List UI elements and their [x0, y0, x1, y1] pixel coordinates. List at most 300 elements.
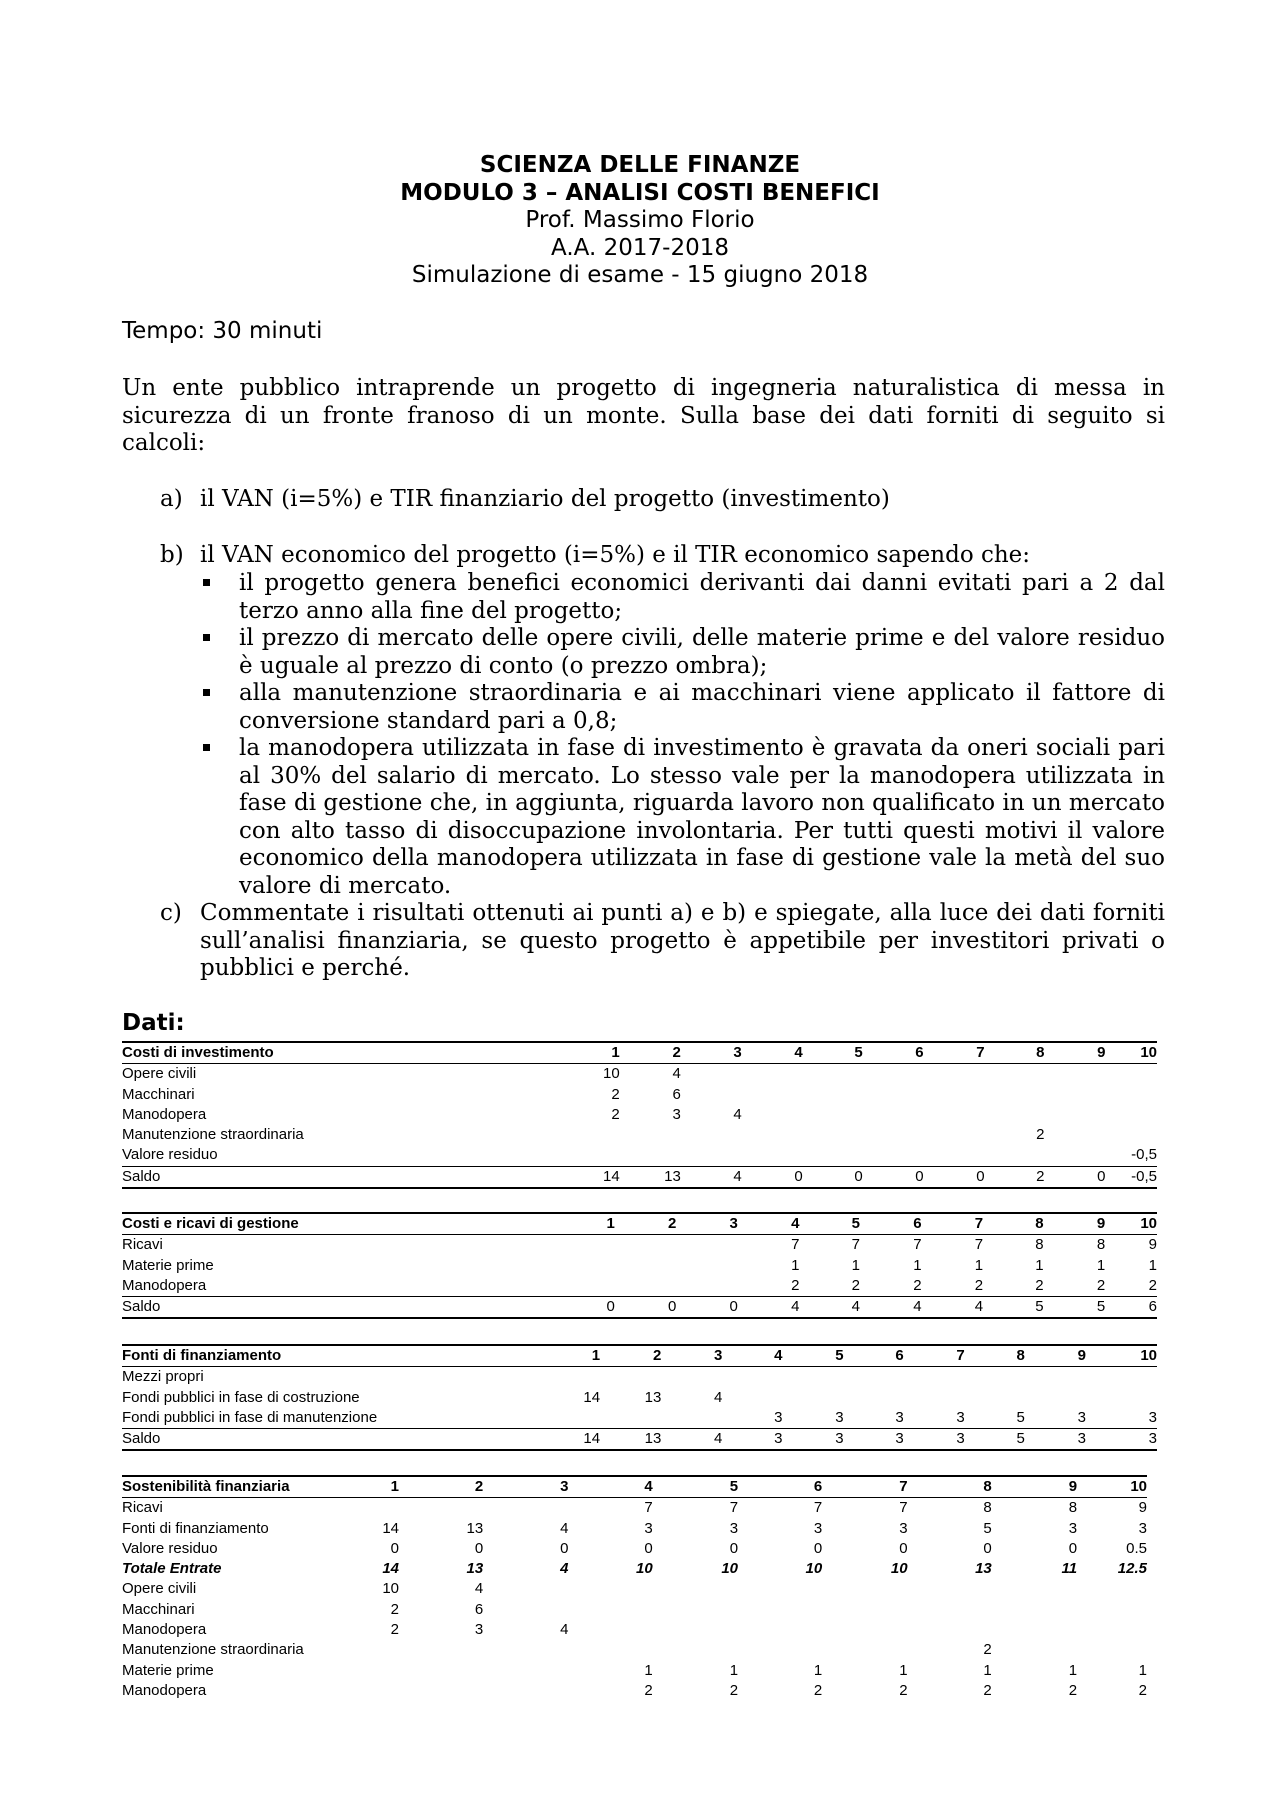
year-9-cell: 9 — [1025, 1345, 1086, 1367]
year-9-cell — [992, 1579, 1077, 1599]
year-8-cell — [985, 1105, 1045, 1125]
year-10-cell: 3 — [1086, 1429, 1157, 1451]
year-6-cell: 10 — [805, 1560, 823, 1578]
year-5-cell: 10 — [721, 1560, 739, 1578]
year-3-cell: 4 — [560, 1621, 569, 1639]
year-2-cell — [620, 1145, 681, 1166]
year-8-cell: 8 — [965, 1345, 1025, 1367]
table-row — [122, 1519, 1147, 1539]
year-4-cell: 3 — [722, 1429, 782, 1451]
year-10-cell: 1 — [1148, 1256, 1157, 1274]
year-10-cell: 3 — [1138, 1519, 1147, 1537]
year-9-cell — [992, 1640, 1077, 1660]
year-7-cell: 3 — [956, 1408, 965, 1426]
square-bullet-icon — [200, 625, 239, 680]
year-4-cell — [742, 1105, 803, 1125]
year-6-cell — [863, 1125, 924, 1145]
year-7-cell — [904, 1367, 965, 1388]
table-row — [122, 1276, 1157, 1297]
year-7-cell — [822, 1640, 907, 1660]
year-8-cell — [985, 1064, 1045, 1085]
year-6-cell: 0 — [863, 1166, 924, 1188]
year-4-cell: 4 — [742, 1042, 803, 1064]
year-1-cell: 14 — [583, 1429, 600, 1451]
year-4-cell: 0 — [644, 1539, 653, 1557]
year-4-cell — [742, 1085, 803, 1105]
year-8-cell: 8 — [1035, 1236, 1044, 1254]
year-10-cell: 12.5 — [1117, 1560, 1147, 1578]
year-10-cell: 2 — [1138, 1681, 1147, 1699]
year-1-cell: 14 — [382, 1560, 399, 1578]
year-7-cell — [822, 1620, 907, 1640]
year-10-cell — [1086, 1367, 1157, 1388]
financial-sustainability-table — [122, 1475, 1147, 1701]
table-row — [122, 1600, 1147, 1620]
year-3-cell: 3 — [661, 1345, 722, 1367]
year-2-cell: 6 — [672, 1085, 681, 1103]
row-label: Saldo — [122, 1166, 603, 1188]
year-7-cell — [822, 1600, 907, 1620]
row-label: Fondi pubblici in fase di costruzione — [122, 1388, 360, 1406]
year-7-cell: 7 — [924, 1042, 985, 1064]
table-row — [122, 1681, 1147, 1701]
year-4-cell — [569, 1600, 653, 1620]
year-1-cell — [344, 1640, 399, 1660]
year-4-cell: 2 — [791, 1276, 800, 1294]
year-3-cell — [681, 1145, 742, 1166]
table-row — [122, 1064, 1157, 1085]
year-3-cell: 0 — [560, 1539, 569, 1557]
year-2-cell: 13 — [620, 1166, 681, 1188]
year-2-cell: 2 — [620, 1042, 681, 1064]
row-label: Ricavi — [122, 1499, 163, 1517]
year-3-cell — [483, 1661, 568, 1681]
year-6-cell — [863, 1105, 924, 1125]
table-row — [122, 1085, 1157, 1105]
year-1-cell — [606, 1256, 614, 1276]
data-section-title: Dati: — [122, 1010, 185, 1036]
year-4-cell — [569, 1640, 653, 1660]
year-10-cell — [1105, 1125, 1157, 1145]
table-row — [122, 1367, 1157, 1388]
year-5-cell: 7 — [851, 1236, 860, 1254]
year-3-cell: 3 — [483, 1476, 568, 1498]
year-4-cell — [722, 1367, 782, 1388]
square-bullet-icon — [200, 570, 239, 625]
year-6-cell: 1 — [813, 1661, 823, 1679]
year-9-cell: 2 — [1096, 1276, 1106, 1294]
row-label: Costi e ricavi di gestione — [122, 1213, 606, 1235]
year-7-cell: 10 — [890, 1560, 908, 1578]
year-7-cell — [904, 1388, 965, 1408]
question-a — [160, 486, 1165, 514]
year-9-cell — [1025, 1367, 1086, 1388]
question-c — [160, 900, 1165, 983]
professor-name: Prof. Massimo Florio — [525, 207, 755, 233]
year-10-cell — [1105, 1064, 1157, 1085]
year-2-cell: 3 — [672, 1105, 681, 1123]
bullet-item — [200, 570, 1165, 625]
time-limit: Tempo: 30 minuti — [122, 318, 323, 344]
year-1-cell — [583, 1408, 600, 1429]
year-5-cell: 2 — [851, 1276, 860, 1294]
year-10-cell — [1077, 1620, 1147, 1640]
year-10-cell — [1077, 1579, 1147, 1599]
year-9-cell: 8 — [1068, 1499, 1078, 1517]
table-row — [122, 1235, 1157, 1256]
year-9-cell: 2 — [1068, 1681, 1078, 1699]
year-2-cell: 6 — [474, 1600, 484, 1618]
table-header-row — [122, 1345, 1157, 1367]
year-6-cell — [863, 1085, 924, 1105]
year-5-cell: 5 — [782, 1345, 843, 1367]
year-9-cell: 9 — [1045, 1042, 1106, 1064]
year-5-cell: 5 — [803, 1042, 863, 1064]
year-3-cell — [681, 1064, 742, 1085]
balance-row — [122, 1297, 1157, 1319]
table-row — [122, 1579, 1147, 1599]
bullet-text: il prezzo di mercato delle opere civili, delle materie prime e del valore residuo è uguale al prezzo di conto (o prezzo ombra); — [239, 625, 1165, 679]
year-9-cell: 5 — [1044, 1297, 1106, 1319]
row-label: Costi di investimento — [122, 1042, 603, 1064]
year-8-cell: 8 — [985, 1042, 1045, 1064]
table-header-row — [122, 1042, 1157, 1064]
year-1-cell — [344, 1681, 399, 1701]
year-6-cell: 1 — [913, 1256, 922, 1274]
year-1-cell: 2 — [390, 1600, 399, 1618]
year-5-cell — [653, 1620, 738, 1640]
year-5-cell: 0 — [803, 1166, 863, 1188]
document-header — [0, 152, 1280, 290]
investment-costs-table — [122, 1041, 1157, 1189]
year-5-cell: 4 — [799, 1297, 860, 1319]
year-9-cell — [1025, 1388, 1086, 1408]
row-label: Fonti di finanziamento — [122, 1345, 583, 1367]
year-3-cell: 3 — [681, 1042, 742, 1064]
year-1-cell: 0 — [606, 1297, 614, 1319]
year-8-cell — [985, 1145, 1045, 1166]
year-9-cell — [1045, 1125, 1106, 1145]
question-text: il VAN (i=5%) e TIR finanziario del progetto (investimento) — [200, 486, 890, 512]
year-10-cell: 2 — [1148, 1276, 1157, 1294]
row-label: Manodopera — [122, 1621, 207, 1639]
year-7-cell — [924, 1125, 985, 1145]
year-3-cell — [681, 1085, 742, 1105]
year-7-cell: 7 — [922, 1213, 984, 1235]
year-8-cell: 1 — [1035, 1256, 1044, 1274]
year-1-cell: 0 — [390, 1539, 399, 1557]
year-2-cell — [615, 1276, 677, 1297]
year-3-cell — [483, 1579, 568, 1599]
bullet-item — [200, 735, 1165, 900]
year-7-cell: 4 — [922, 1297, 984, 1319]
year-3-cell — [661, 1367, 722, 1388]
year-5-cell — [803, 1085, 863, 1105]
year-2-cell: 13 — [466, 1519, 484, 1537]
operating-costs-table — [122, 1212, 1157, 1319]
year-4-cell: 10 — [636, 1560, 653, 1578]
year-10-cell: 1 — [1138, 1661, 1147, 1679]
year-6-cell — [844, 1367, 904, 1388]
year-2-cell: 2 — [600, 1345, 661, 1367]
year-7-cell: 2 — [974, 1276, 984, 1294]
question-text: Commentate i risultati ottenuti ai punti a) e b) e spiegate, alla luce dei dati forniti sull’analisi finanziaria, se questo progetto è appetibile per investitori privati o pubblici e perché. — [200, 900, 1165, 981]
year-9-cell — [1045, 1064, 1106, 1085]
row-label: Macchinari — [122, 1085, 195, 1103]
row-label: Ricavi — [122, 1236, 163, 1254]
year-7-cell: 1 — [899, 1661, 908, 1679]
year-2-cell: 13 — [600, 1429, 661, 1451]
year-9-cell — [1045, 1085, 1106, 1105]
row-label: Totale Entrate — [122, 1560, 222, 1578]
year-10-cell: -0,5 — [1105, 1166, 1157, 1188]
year-5-cell: 7 — [729, 1499, 739, 1517]
year-2-cell: 0 — [474, 1539, 484, 1557]
year-5-cell: 5 — [653, 1476, 738, 1498]
year-10-cell: 0.5 — [1126, 1539, 1147, 1557]
row-label: Materie prime — [122, 1661, 214, 1679]
year-3-cell — [676, 1256, 738, 1276]
table-row — [122, 1105, 1157, 1125]
year-7-cell: 1 — [974, 1256, 984, 1274]
year-1-cell — [344, 1661, 399, 1681]
year-8-cell: 5 — [965, 1429, 1025, 1451]
year-3-cell — [676, 1276, 738, 1297]
year-8-cell — [908, 1600, 992, 1620]
year-6-cell — [863, 1064, 924, 1085]
year-3-cell — [483, 1498, 568, 1519]
year-1-cell: 2 — [611, 1085, 620, 1103]
year-10-cell — [1077, 1600, 1147, 1620]
year-6-cell: 3 — [813, 1519, 823, 1537]
year-5-cell — [653, 1600, 738, 1620]
year-8-cell: 8 — [908, 1476, 992, 1498]
row-label: Fonti di finanziamento — [122, 1519, 269, 1537]
year-9-cell: 3 — [1025, 1429, 1086, 1451]
year-2-cell — [620, 1125, 681, 1145]
academic-year: A.A. 2017-2018 — [551, 234, 729, 261]
year-4-cell: 3 — [774, 1408, 783, 1426]
year-1-cell: 1 — [603, 1042, 620, 1064]
year-8-cell: 2 — [983, 1681, 992, 1699]
year-3-cell: 0 — [676, 1297, 738, 1319]
year-5-cell — [803, 1125, 863, 1145]
year-5-cell: 3 — [729, 1519, 739, 1537]
year-2-cell — [399, 1498, 483, 1519]
year-8-cell — [985, 1085, 1045, 1105]
table-header-row — [122, 1213, 1157, 1235]
row-label: Mezzi propri — [122, 1368, 204, 1386]
year-2-cell — [399, 1681, 483, 1701]
question-b — [160, 542, 1165, 570]
year-7-cell: 7 — [899, 1499, 908, 1517]
year-4-cell: 4 — [569, 1476, 653, 1498]
year-2-cell: 4 — [474, 1580, 484, 1598]
year-6-cell: 6 — [863, 1042, 924, 1064]
year-5-cell: 1 — [851, 1256, 860, 1274]
year-3-cell: 4 — [733, 1105, 742, 1123]
year-1-cell: 14 — [603, 1166, 620, 1188]
year-5-cell — [653, 1640, 738, 1660]
year-4-cell: 4 — [738, 1297, 800, 1319]
year-3-cell — [483, 1600, 568, 1620]
table-row — [122, 1640, 1147, 1660]
row-label: Opere civili — [122, 1065, 197, 1083]
year-6-cell: 2 — [913, 1276, 922, 1294]
year-6-cell: 6 — [860, 1213, 922, 1235]
year-1-cell: 1 — [583, 1345, 600, 1367]
year-5-cell: 2 — [729, 1681, 739, 1699]
module-title: MODULO 3 – ANALISI COSTI BENEFICI — [400, 179, 880, 206]
year-6-cell: 6 — [844, 1345, 904, 1367]
question-label: c) — [160, 900, 182, 926]
year-8-cell: 5 — [983, 1519, 992, 1537]
year-9-cell: 3 — [1068, 1519, 1078, 1537]
year-4-cell: 7 — [644, 1499, 653, 1517]
year-9-cell: 0 — [1045, 1166, 1106, 1188]
year-1-cell: 2 — [390, 1621, 399, 1639]
year-8-cell — [965, 1367, 1025, 1388]
table-row — [122, 1661, 1147, 1681]
table-row — [122, 1539, 1147, 1559]
year-2-cell: 3 — [474, 1621, 484, 1639]
year-5-cell — [803, 1145, 863, 1166]
year-4-cell: 1 — [791, 1256, 800, 1274]
year-8-cell: 0 — [983, 1539, 992, 1557]
year-1-cell: 14 — [583, 1388, 601, 1406]
year-4-cell: 4 — [738, 1213, 800, 1235]
year-7-cell: 3 — [904, 1429, 965, 1451]
year-1-cell: 10 — [382, 1580, 399, 1598]
year-8-cell: 2 — [1035, 1276, 1044, 1294]
year-3-cell — [681, 1125, 742, 1145]
year-8-cell: 8 — [983, 1213, 1044, 1235]
year-7-cell — [924, 1085, 985, 1105]
year-8-cell: 5 — [983, 1297, 1044, 1319]
year-6-cell: 3 — [844, 1429, 904, 1451]
year-10-cell: 9 — [1138, 1499, 1147, 1517]
year-5-cell: 3 — [782, 1429, 843, 1451]
year-7-cell: 2 — [899, 1681, 908, 1699]
year-7-cell: 0 — [924, 1166, 985, 1188]
year-9-cell — [992, 1620, 1077, 1640]
year-2-cell: 2 — [615, 1213, 677, 1235]
year-5-cell: 3 — [835, 1408, 844, 1426]
year-4-cell: 1 — [644, 1661, 653, 1679]
year-7-cell — [924, 1105, 985, 1125]
year-6-cell — [738, 1600, 822, 1620]
year-1-cell: 14 — [382, 1519, 399, 1537]
bullet-item — [200, 680, 1165, 735]
table-row — [122, 1498, 1147, 1519]
year-2-cell: 4 — [672, 1065, 681, 1083]
table-row — [122, 1620, 1147, 1640]
year-9-cell: 0 — [1068, 1539, 1078, 1557]
year-8-cell: 2 — [1036, 1126, 1045, 1144]
table-row — [122, 1408, 1157, 1429]
table-row — [122, 1145, 1157, 1166]
year-5-cell: 0 — [729, 1539, 739, 1557]
row-label: Opere civili — [122, 1580, 197, 1598]
table-row — [122, 1256, 1157, 1276]
year-3-cell: 4 — [714, 1388, 723, 1406]
row-label: Manodopera — [122, 1276, 207, 1294]
table-row — [122, 1125, 1157, 1145]
year-2-cell — [399, 1661, 483, 1681]
balance-row — [122, 1166, 1157, 1188]
year-1-cell — [606, 1276, 614, 1297]
square-bullet-icon — [200, 735, 239, 900]
year-10-cell: 10 — [1086, 1345, 1157, 1367]
year-9-cell: 8 — [1096, 1236, 1106, 1254]
year-2-cell — [615, 1256, 677, 1276]
year-7-cell: 7 — [904, 1345, 965, 1367]
year-7-cell: 7 — [822, 1476, 907, 1498]
year-8-cell — [965, 1388, 1025, 1408]
bullet-text: alla manutenzione straordinaria e ai macchinari viene applicato il fattore di conversione standard pari a 0,8; — [239, 680, 1165, 734]
year-4-cell: 0 — [742, 1166, 803, 1188]
year-4-cell: 2 — [644, 1681, 653, 1699]
year-2-cell — [600, 1367, 661, 1388]
bullet-text: la manodopera utilizzata in fase di investimento è gravata da oneri sociali pari al 30% del salario di mercato. Lo stesso vale per la manodopera utilizzata in fase di gestione che, in aggiunta, riguarda lavoro non qualificato in un mercato con alto tasso di disoccupazione involontaria. Per tutti questi motivi il valore economico della manodopera utilizzata in fase di gestione vale la metà del suo valore di mercato. — [239, 735, 1165, 899]
year-8-cell: 2 — [985, 1166, 1045, 1188]
year-6-cell: 2 — [813, 1681, 823, 1699]
year-1-cell — [603, 1125, 620, 1145]
course-title: SCIENZA DELLE FINANZE — [479, 152, 801, 178]
year-6-cell: 3 — [895, 1408, 904, 1426]
year-3-cell: 4 — [560, 1519, 569, 1537]
table-row — [122, 1388, 1157, 1408]
year-1-cell — [344, 1498, 399, 1519]
year-10-cell: 10 — [1077, 1476, 1147, 1498]
year-3-cell — [483, 1640, 568, 1660]
year-9-cell: 1 — [1096, 1256, 1106, 1274]
year-2-cell: 13 — [644, 1388, 662, 1406]
exam-date: Simulazione di esame - 15 giugno 2018 — [411, 262, 869, 288]
year-5-cell — [782, 1388, 843, 1408]
year-7-cell: 7 — [974, 1236, 984, 1254]
year-4-cell: 4 — [722, 1345, 782, 1367]
row-label: Valore residuo — [122, 1539, 218, 1557]
year-9-cell: 9 — [992, 1476, 1077, 1498]
year-4-cell — [742, 1064, 803, 1085]
year-10-cell: 6 — [1105, 1297, 1157, 1319]
year-1-cell: 2 — [611, 1105, 620, 1123]
year-3-cell — [483, 1681, 568, 1701]
row-label: Manodopera — [122, 1105, 207, 1123]
year-8-cell: 5 — [1016, 1408, 1025, 1426]
year-4-cell — [742, 1145, 803, 1166]
year-9-cell: 3 — [1077, 1408, 1086, 1426]
year-8-cell: 1 — [983, 1661, 992, 1679]
year-3-cell: 4 — [560, 1560, 569, 1578]
year-6-cell: 7 — [813, 1499, 823, 1517]
year-2-cell: 0 — [615, 1297, 677, 1319]
year-5-cell — [803, 1064, 863, 1085]
year-9-cell — [992, 1600, 1077, 1620]
year-2-cell: 2 — [399, 1476, 483, 1498]
year-7-cell — [822, 1579, 907, 1599]
year-6-cell: 6 — [738, 1476, 822, 1498]
balance-row — [122, 1429, 1157, 1451]
year-7-cell — [924, 1145, 985, 1166]
year-6-cell: 4 — [860, 1297, 922, 1319]
year-8-cell: 13 — [975, 1560, 992, 1578]
year-4-cell — [569, 1620, 653, 1640]
year-2-cell — [600, 1408, 661, 1429]
table-header-row — [122, 1476, 1147, 1498]
year-4-cell — [569, 1579, 653, 1599]
